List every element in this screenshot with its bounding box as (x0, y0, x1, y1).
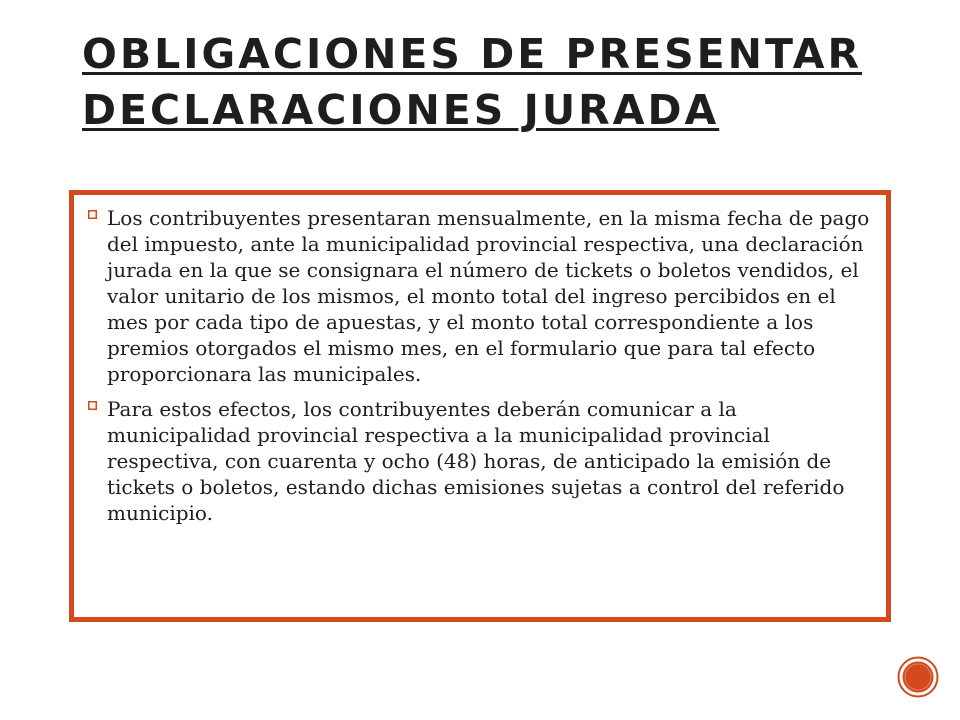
bullet-text: Para estos efectos, los contribuyentes deberán comunicar a la municipalidad provincial respectiva a la municipalidad provincial respectiva, con cuarenta y ocho (48) horas, de anticipado la emisión de tickets o boletos, estando dichas emisiones sujetas a control del referido municipio. (107, 397, 845, 525)
square-bullet-icon (88, 210, 97, 219)
bullet-item (88, 396, 870, 526)
bullet-list (74, 195, 886, 526)
bullet-item (88, 205, 870, 387)
bullet-text: Los contribuyentes presentaran mensualmente, en la misma fecha de pago del impuesto, ante la municipalidad provincial respectiva, una declaración jurada en la que se consignara el número de tickets o boletos vendidos, el valor unitario de los mismos, el monto total del ingreso percibidos en el mes por cada tipo de apuestas, y el monto total correspondiente a los premios otorgados el mismo mes, en el formulario que para tal efecto proporcionara las municipales. (107, 206, 870, 386)
square-bullet-icon (88, 401, 97, 410)
slide-title-line-2: DECLARACIONES JURADA (82, 86, 720, 134)
slide-title-line-1: OBLIGACIONES DE PRESENTAR (82, 30, 863, 78)
slide-title (82, 26, 882, 138)
content-box (69, 190, 891, 622)
circle-badge-icon (897, 656, 939, 698)
